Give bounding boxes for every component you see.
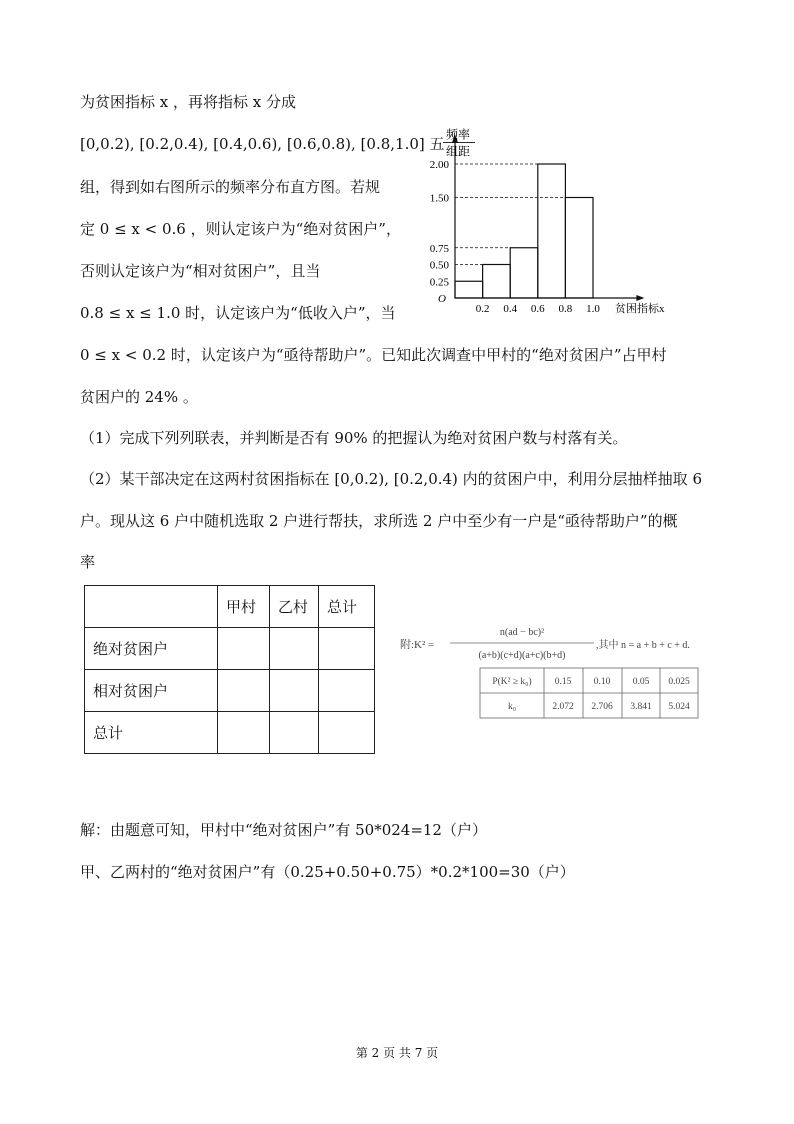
row-label: 绝对贫困户: [85, 628, 218, 670]
table-cell: [270, 712, 319, 754]
page-footer: 第 2 页 共 7 页: [355, 1046, 439, 1060]
table-header-total: 总计: [319, 586, 375, 628]
histogram-bar: [510, 248, 538, 298]
problem-line-5: 否则认定该户为“相对贫困户”，且当: [80, 262, 321, 280]
x-axis-label: 贫困指标x: [615, 303, 665, 315]
y-tick-label: 0.50: [429, 259, 449, 272]
x-tick-label: 0.6: [530, 303, 545, 315]
table-cell: [218, 670, 270, 712]
problem-line-8: 贫困户的 24% 。: [80, 388, 198, 406]
p-value: 0.15: [554, 677, 572, 687]
y-tick-label: 0.75: [429, 242, 449, 255]
table-cell: [319, 670, 375, 712]
histogram-bar: [565, 198, 593, 299]
problem-line-6: 0.8 ≤ x ≤ 1.0 时，认定该户为“低收入户”，当: [80, 304, 396, 322]
y-tick-label: 2.00: [429, 159, 449, 171]
histogram-bar: [538, 164, 566, 298]
table-cell: [218, 712, 270, 754]
table-cell: [218, 628, 270, 670]
k-value: 2.072: [552, 702, 574, 712]
table-cell: [319, 712, 375, 754]
row-label: 总计: [85, 712, 218, 754]
solution-line-1: 解：由题意可知，甲村中“绝对贫困户”有 50*024=12（户）: [80, 821, 487, 839]
table-cell: [270, 670, 319, 712]
p-value: 0.10: [593, 677, 611, 687]
formula-numerator: n(ad − bc)²: [499, 627, 545, 638]
question-2-line-1: （2）某干部决定在这两村贫困指标在 [0,0.2), [0.2,0.4) 内的贫困户中，利用分层抽样抽取 6: [80, 470, 702, 488]
critical-k-label: k₀: [507, 702, 517, 712]
y-tick-label: 0.25: [429, 276, 449, 289]
x-axis-arrow: [636, 295, 644, 301]
table-cell: [270, 628, 319, 670]
problem-line-3: 组，得到如右图所示的频率分布直方图。若规: [80, 178, 381, 196]
formula-suffix: ,其中 n = a + b + c + d.: [596, 640, 690, 651]
x-tick-label: 0.4: [503, 303, 518, 315]
x-tick-label: 1.0: [586, 303, 600, 315]
question-2-line-3: 率: [80, 553, 96, 571]
p-value: 0.025: [668, 677, 690, 687]
histogram-bar: [483, 265, 511, 299]
solution-line-2: 甲、乙两村的“绝对贫困户”有（0.25+0.50+0.75）*0.2*100=30（户）: [80, 863, 575, 881]
table-row: [85, 712, 375, 754]
problem-line-7: 0 ≤ x < 0.2 时，认定该户为“亟待帮助户”。已知此次调查中甲村的“绝对贫困户”占甲村: [80, 346, 667, 364]
appendix-formula: [400, 618, 710, 728]
x-tick-label: 0.2: [475, 303, 490, 315]
question-1: （1）完成下列列联表，并判断是否有 90% 的把握认为绝对贫困户数与村落有关。: [80, 429, 628, 447]
table-header-jia: 甲村: [218, 586, 270, 628]
histogram-bar: [455, 281, 483, 298]
frequency-histogram: [410, 120, 700, 325]
formula-prefix: 附:K² =: [400, 639, 435, 651]
x-tick-label: 0.8: [558, 303, 573, 315]
problem-line-2: [0,0.2), [0.2,0.4), [0.4,0.6), [0.6,0.8), [0.8,1.0] 五: [80, 135, 445, 153]
problem-line-1: 为贫困指标 x ，再将指标 x 分成: [80, 93, 296, 111]
table-header-yi: 乙村: [270, 586, 319, 628]
contingency-table: [84, 585, 375, 754]
y-axis-label-top: 频率: [445, 127, 471, 142]
p-value: 0.05: [632, 677, 650, 687]
problem-line-4: 定 0 ≤ x < 0.6 ，则认定该户为“绝对贫困户”，: [80, 220, 401, 238]
origin-label: O: [438, 293, 446, 305]
k-value: 5.024: [668, 702, 690, 712]
table-row: [85, 670, 375, 712]
table-cell: [85, 586, 218, 628]
k-value: 2.706: [591, 702, 613, 712]
k-value: 3.841: [630, 702, 652, 712]
row-label: 相对贫困户: [85, 670, 218, 712]
y-tick-label: 1.50: [429, 192, 449, 205]
table-cell: [319, 628, 375, 670]
y-axis-label-bottom: 组距: [445, 144, 471, 159]
formula-denominator: (a+b)(c+d)(a+c)(b+d): [478, 650, 566, 661]
critical-p-label: P(K² ≥ k₀): [492, 677, 532, 687]
table-header-row: [85, 586, 375, 628]
table-row: [85, 628, 375, 670]
question-2-line-2: 户。现从这 6 户中随机选取 2 户进行帮扶，求所选 2 户中至少有一户是“亟待帮助户”的概: [80, 512, 678, 530]
